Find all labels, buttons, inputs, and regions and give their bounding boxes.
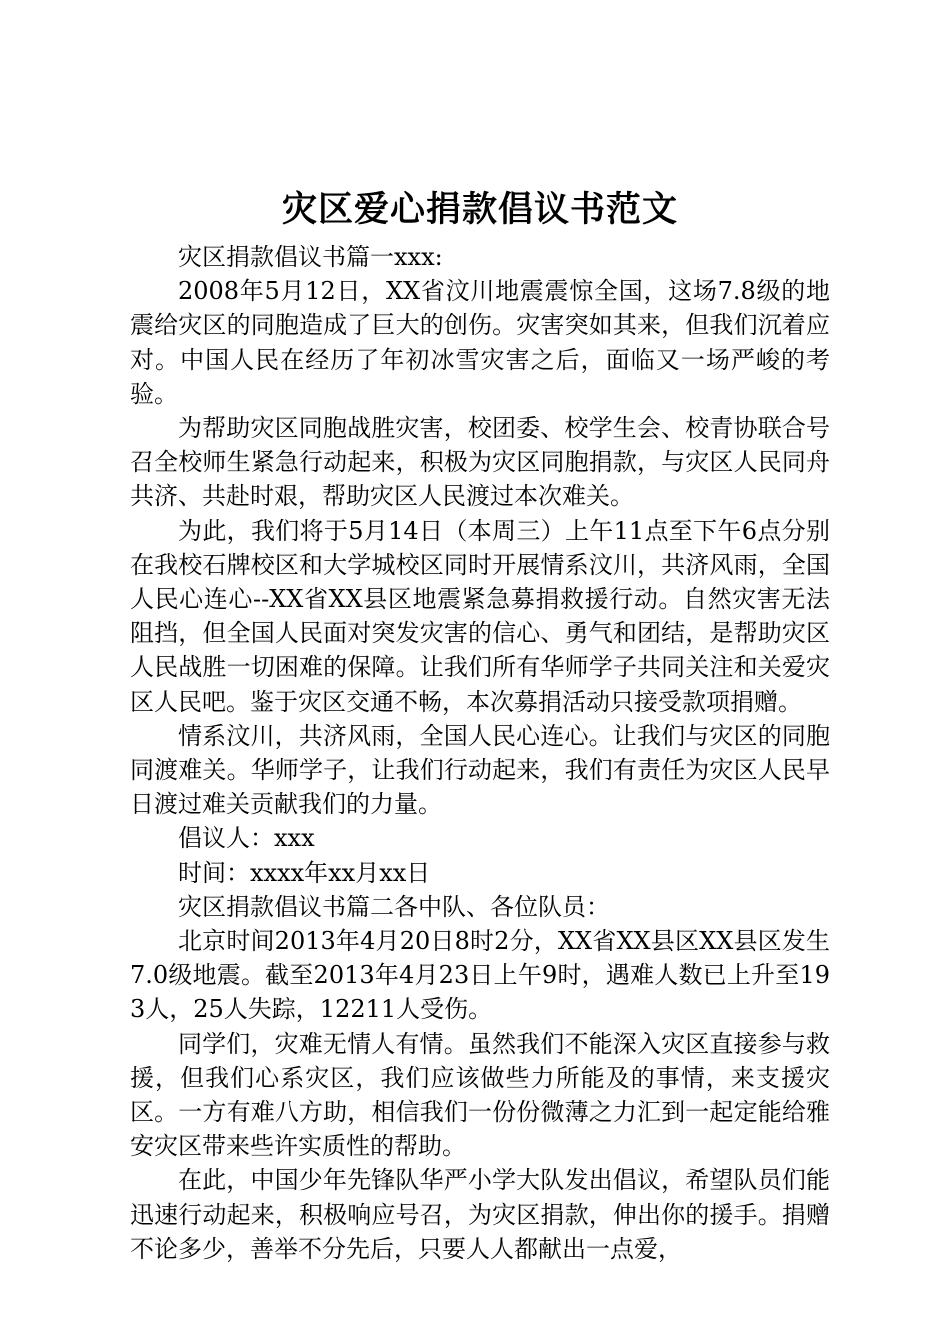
initiator-line: 倡议人：xxx <box>178 824 315 853</box>
document-title: 灾区爱心捐款倡议书范文 <box>281 189 678 230</box>
paragraph-4: 为此，我们将于5月14日（本周三）上午11点至下午6点分别在我校石牌校区和大学城校区同时开展情系汶川，共济风雨，全国人民心连心--XX省XX县区地震紧急募捐救援行动。自然灾害无法阻挡，但全国人民面对突发灾害的信心、勇气和团结，是帮助灾区人民战胜一切困难的保障。让我们所有华师学子共同关注和关爱灾区人民吧。鉴于灾区交通不畅，本次募捐活动只接受款项捐赠。 <box>130 516 830 716</box>
paragraph-2: 2008年5月12日，XX省汶川地震震惊全国，这场7.8级的地震给灾区的同胞造成了巨大的创伤。灾害突如其来，但我们沉着应对。中国人民在经历了年初冰雪灾害之后，面临又一场严峻的考验。 <box>130 277 830 408</box>
paragraph-8: 灾区捐款倡议书篇二各中队、各位队员： <box>178 892 610 921</box>
paragraph-10: 同学们，灾难无情人有情。虽然我们不能深入灾区直接参与救援，但我们心系灾区，我们应该做些力所能及的事情，来支援灾区。一方有难八方助，相信我们一份份微薄之力汇到一起定能给雅安灾区带来些许实质性的帮助。 <box>130 1029 830 1161</box>
paragraph-11: 在此，中国少年先锋队华严小学大队发出倡议，希望队员们能迅速行动起来，积极响应号召，为灾区捐款，伸出你的援手。捐赠不论多少，善举不分先后，只要人人都献出一点爱， <box>130 1166 830 1263</box>
paragraph-1: 灾区捐款倡议书篇一xxx: <box>178 243 443 271</box>
date-line: 时间：xxxx年xx月xx日 <box>178 858 431 887</box>
paragraph-3: 为帮助灾区同胞战胜灾害，校团委、校学生会、校青协联合号召全校师生紧急行动起来，积极为灾区同胞捐款，与灾区人民同舟共济、共赴时艰，帮助灾区人民渡过本次难关。 <box>130 414 830 511</box>
document-page <box>130 180 830 1266</box>
paragraph-9: 北京时间2013年4月20日8时2分，XX省XX县区XX县区发生7.0级地震。截至2013年4月23日上午9时，遇难人数已上升至193人，25人失踪，12211人受伤。 <box>130 927 830 1024</box>
paragraph-5: 情系汶川，共济风雨，全国人民心连心。让我们与灾区的同胞同渡难关。华师学子，让我们行动起来，我们有责任为灾区人民早日渡过难关贡献我们的力量。 <box>130 721 830 819</box>
